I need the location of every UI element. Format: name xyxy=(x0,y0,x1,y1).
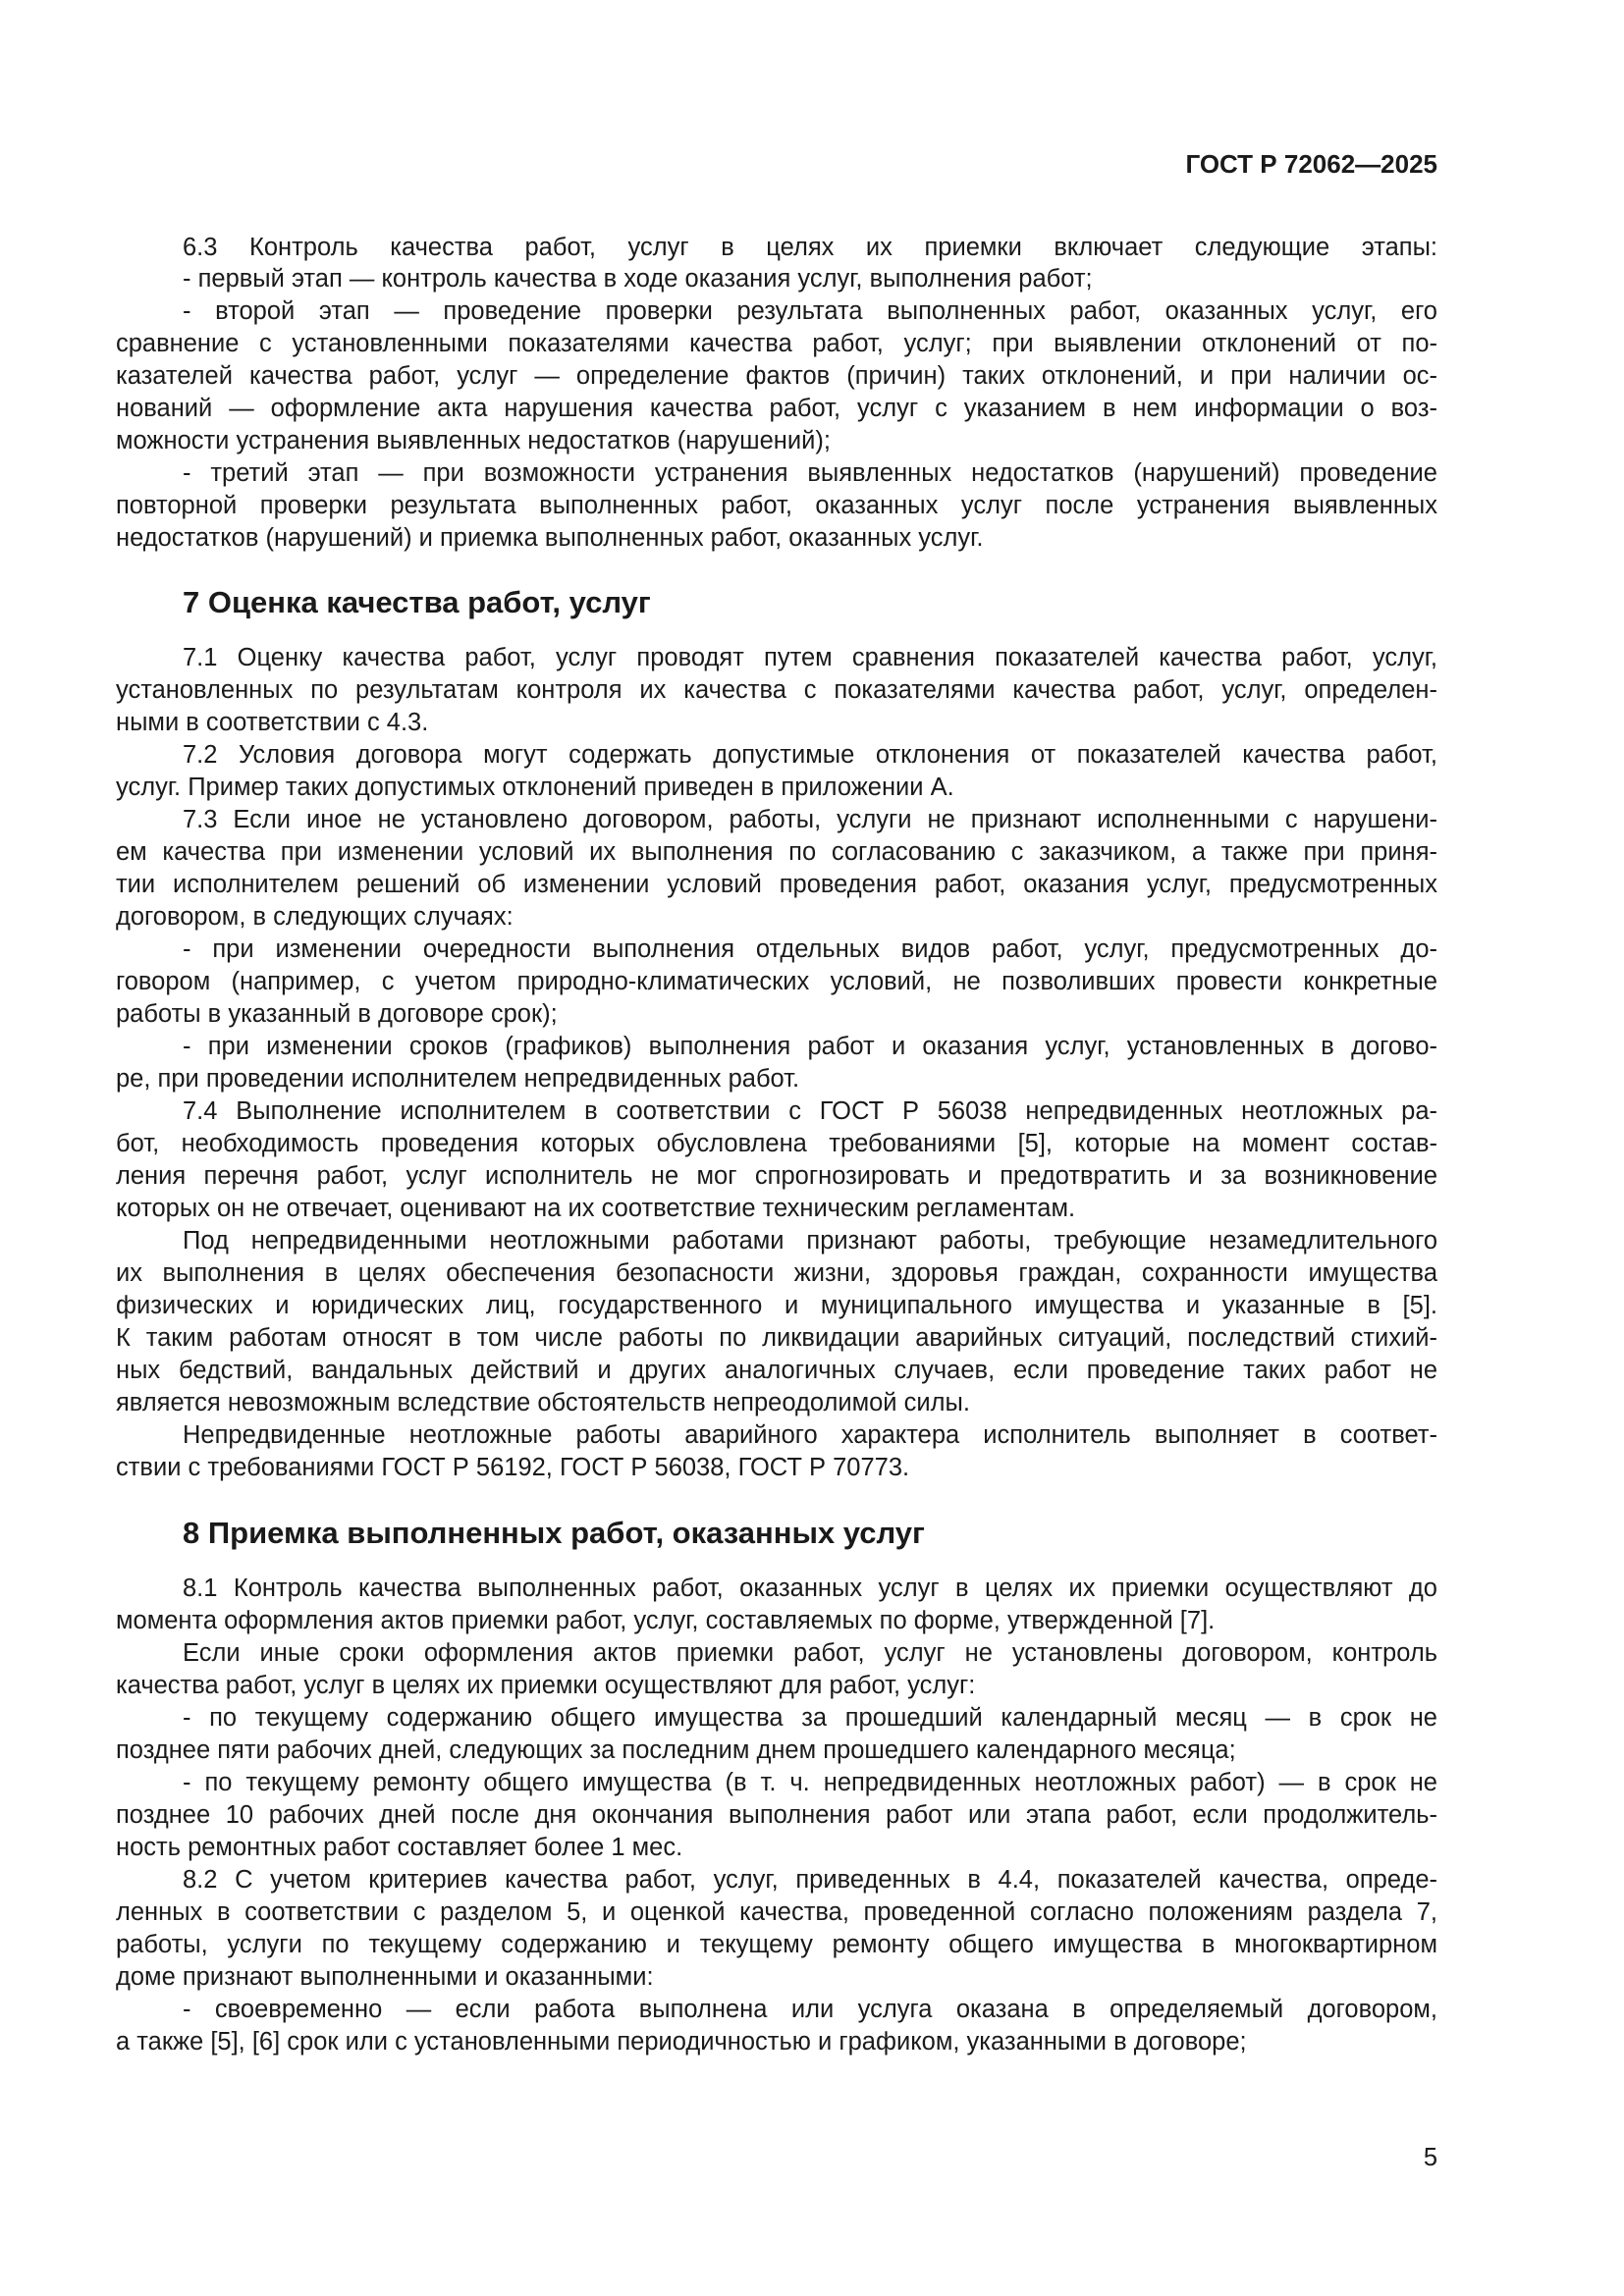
text-line: бот, необходимость проведения которых обусловлена требованиями [5], которые на момент состав- xyxy=(116,1130,1437,1157)
text-line: ными в соответствии с 4.3. xyxy=(116,709,429,736)
text-line: недостатков (нарушений) и приемка выполненных работ, оказанных услуг. xyxy=(116,524,984,552)
text-line: ных бедствий, вандальных действий и других аналогичных случаев, если проведение таких работ не xyxy=(116,1357,1437,1384)
text-line: - третий этап — при возможности устранения выявленных недостатков (нарушений) проведение xyxy=(183,459,1437,487)
text-line: нований — оформление акта нарушения качества работ, услуг с указанием в нем информации о воз- xyxy=(116,395,1437,422)
text-line: позднее 10 рабочих дней после дня окончания выполнения работ или этапа работ, если продолжитель- xyxy=(116,1801,1437,1829)
text-line: физических и юридических лиц, государственного и муниципального имущества и указанные в [5]. xyxy=(116,1292,1437,1319)
text-line: является невозможным вследствие обстоятельств непреодолимой силы. xyxy=(116,1389,970,1416)
text-line: ленных в соответствии с разделом 5, и оценкой качества, проведенной согласно положениям раздела 7, xyxy=(116,1898,1437,1926)
text-line: ре, при проведении исполнителем непредвиденных работ. xyxy=(116,1065,800,1093)
text-line: а также [5], [6] срок или с установленными периодичностью и графиком, указанными в договоре; xyxy=(116,2028,1247,2056)
text-line: 7.4 Выполнение исполнителем в соответствии с ГОСТ Р 56038 непредвиденных неотложных ра- xyxy=(183,1097,1437,1125)
text-line: можности устранения выявленных недостатков (нарушений); xyxy=(116,427,831,454)
text-line: 7.3 Если иное не установлено договором, работы, услуги не признают исполненными с нарушени- xyxy=(183,806,1437,833)
text-line: ления перечня работ, услуг исполнитель не мог спрогнозировать и предотвратить и за возникновение xyxy=(116,1162,1437,1190)
page-number: 5 xyxy=(1423,2144,1437,2171)
text-line: ность ремонтных работ составляет более 1 мес. xyxy=(116,1834,683,1861)
text-line: которых он не отвечает, оценивают на их соответствие техническим регламентам. xyxy=(116,1195,1076,1222)
text-line: работы в указанный в договоре срок); xyxy=(116,1000,558,1028)
text-line: 8.2 С учетом критериев качества работ, услуг, приведенных в 4.4, показателей качества, опреде- xyxy=(183,1866,1437,1894)
document-header: ГОСТ Р 72062—2025 xyxy=(1185,149,1437,179)
text-line: работы, услуги по текущему содержанию и текущему ремонту общего имущества в многоквартирном xyxy=(116,1931,1437,1958)
text-line: их выполнения в целях обеспечения безопасности жизни, здоровья граждан, сохранности имущества xyxy=(116,1259,1437,1287)
section-heading: 7 Оценка качества работ, услуг xyxy=(183,585,651,619)
text-line: - при изменении сроков (графиков) выполнения работ и оказания услуг, установленных в догово- xyxy=(183,1033,1437,1060)
text-line: установленных по результатам контроля их качества с показателями качества работ, услуг, определен- xyxy=(116,676,1437,704)
text-line: 7.2 Условия договора могут содержать допустимые отклонения от показателей качества работ, xyxy=(183,741,1437,769)
text-line: Если иные сроки оформления актов приемки работ, услуг не установлены договором, контроль xyxy=(183,1639,1437,1667)
text-line: К таким работам относят в том числе работы по ликвидации аварийных ситуаций, последствий стихий- xyxy=(116,1324,1437,1352)
text-line: 6.3 Контроль качества работ, услуг в целях их приемки включает следующие этапы: xyxy=(183,234,1437,261)
text-line: - по текущему содержанию общего имущества за прошедший календарный месяц — в срок не xyxy=(183,1704,1437,1732)
text-line: повторной проверки результата выполненных работ, оказанных услуг после устранения выявленных xyxy=(116,492,1437,519)
text-line: ем качества при изменении условий их выполнения по согласованию с заказчиком, а также при приня- xyxy=(116,838,1437,866)
text-line: - при изменении очередности выполнения отдельных видов работ, услуг, предусмотренных до- xyxy=(183,935,1437,963)
text-line: договором, в следующих случаях: xyxy=(116,903,514,931)
text-line: говором (например, с учетом природно-климатических условий, не позволивших провести конкретные xyxy=(116,968,1437,995)
text-line: - по текущему ремонту общего имущества (в т. ч. непредвиденных неотложных работ) — в срок не xyxy=(183,1769,1437,1796)
text-line: 8.1 Контроль качества выполненных работ, оказанных услуг в целях их приемки осуществляют до xyxy=(183,1575,1437,1602)
section-heading: 8 Приемка выполненных работ, оказанных услуг xyxy=(183,1516,925,1550)
text-line: - своевременно — если работа выполнена или услуга оказана в определяемый договором, xyxy=(183,1996,1437,2023)
text-line: - первый этап — контроль качества в ходе оказания услуг, выполнения работ; xyxy=(183,265,1093,293)
text-line: доме признают выполненными и оказанными: xyxy=(116,1963,654,1991)
text-line: казателей качества работ, услуг — определение фактов (причин) таких отклонений, и при наличии ос- xyxy=(116,362,1437,390)
text-line: 7.1 Оценку качества работ, услуг проводят путем сравнения показателей качества работ, услуг, xyxy=(183,644,1437,671)
text-line: услуг. Пример таких допустимых отклонений приведен в приложении А. xyxy=(116,774,954,801)
text-line: позднее пяти рабочих дней, следующих за последним днем прошедшего календарного месяца; xyxy=(116,1736,1236,1764)
text-line: Непредвиденные неотложные работы аварийного характера исполнитель выполняет в соответ- xyxy=(183,1421,1437,1449)
text-line: Под непредвиденными неотложными работами признают работы, требующие незамедлительного xyxy=(183,1227,1437,1255)
text-line: ствии с требованиями ГОСТ Р 56192, ГОСТ Р 56038, ГОСТ Р 70773. xyxy=(116,1454,910,1481)
text-line: качества работ, услуг в целях их приемки осуществляют для работ, услуг: xyxy=(116,1672,976,1699)
text-line: - второй этап — проведение проверки результата выполненных работ, оказанных услуг, его xyxy=(183,297,1437,325)
text-line: тии исполнителем решений об изменении условий проведения работ, оказания услуг, предусмотренных xyxy=(116,871,1437,898)
text-line: сравнение с установленными показателями качества работ, услуг; при выявлении отклонений от по- xyxy=(116,330,1437,357)
text-line: момента оформления актов приемки работ, услуг, составляемых по форме, утвержденной [7]. xyxy=(116,1607,1216,1634)
